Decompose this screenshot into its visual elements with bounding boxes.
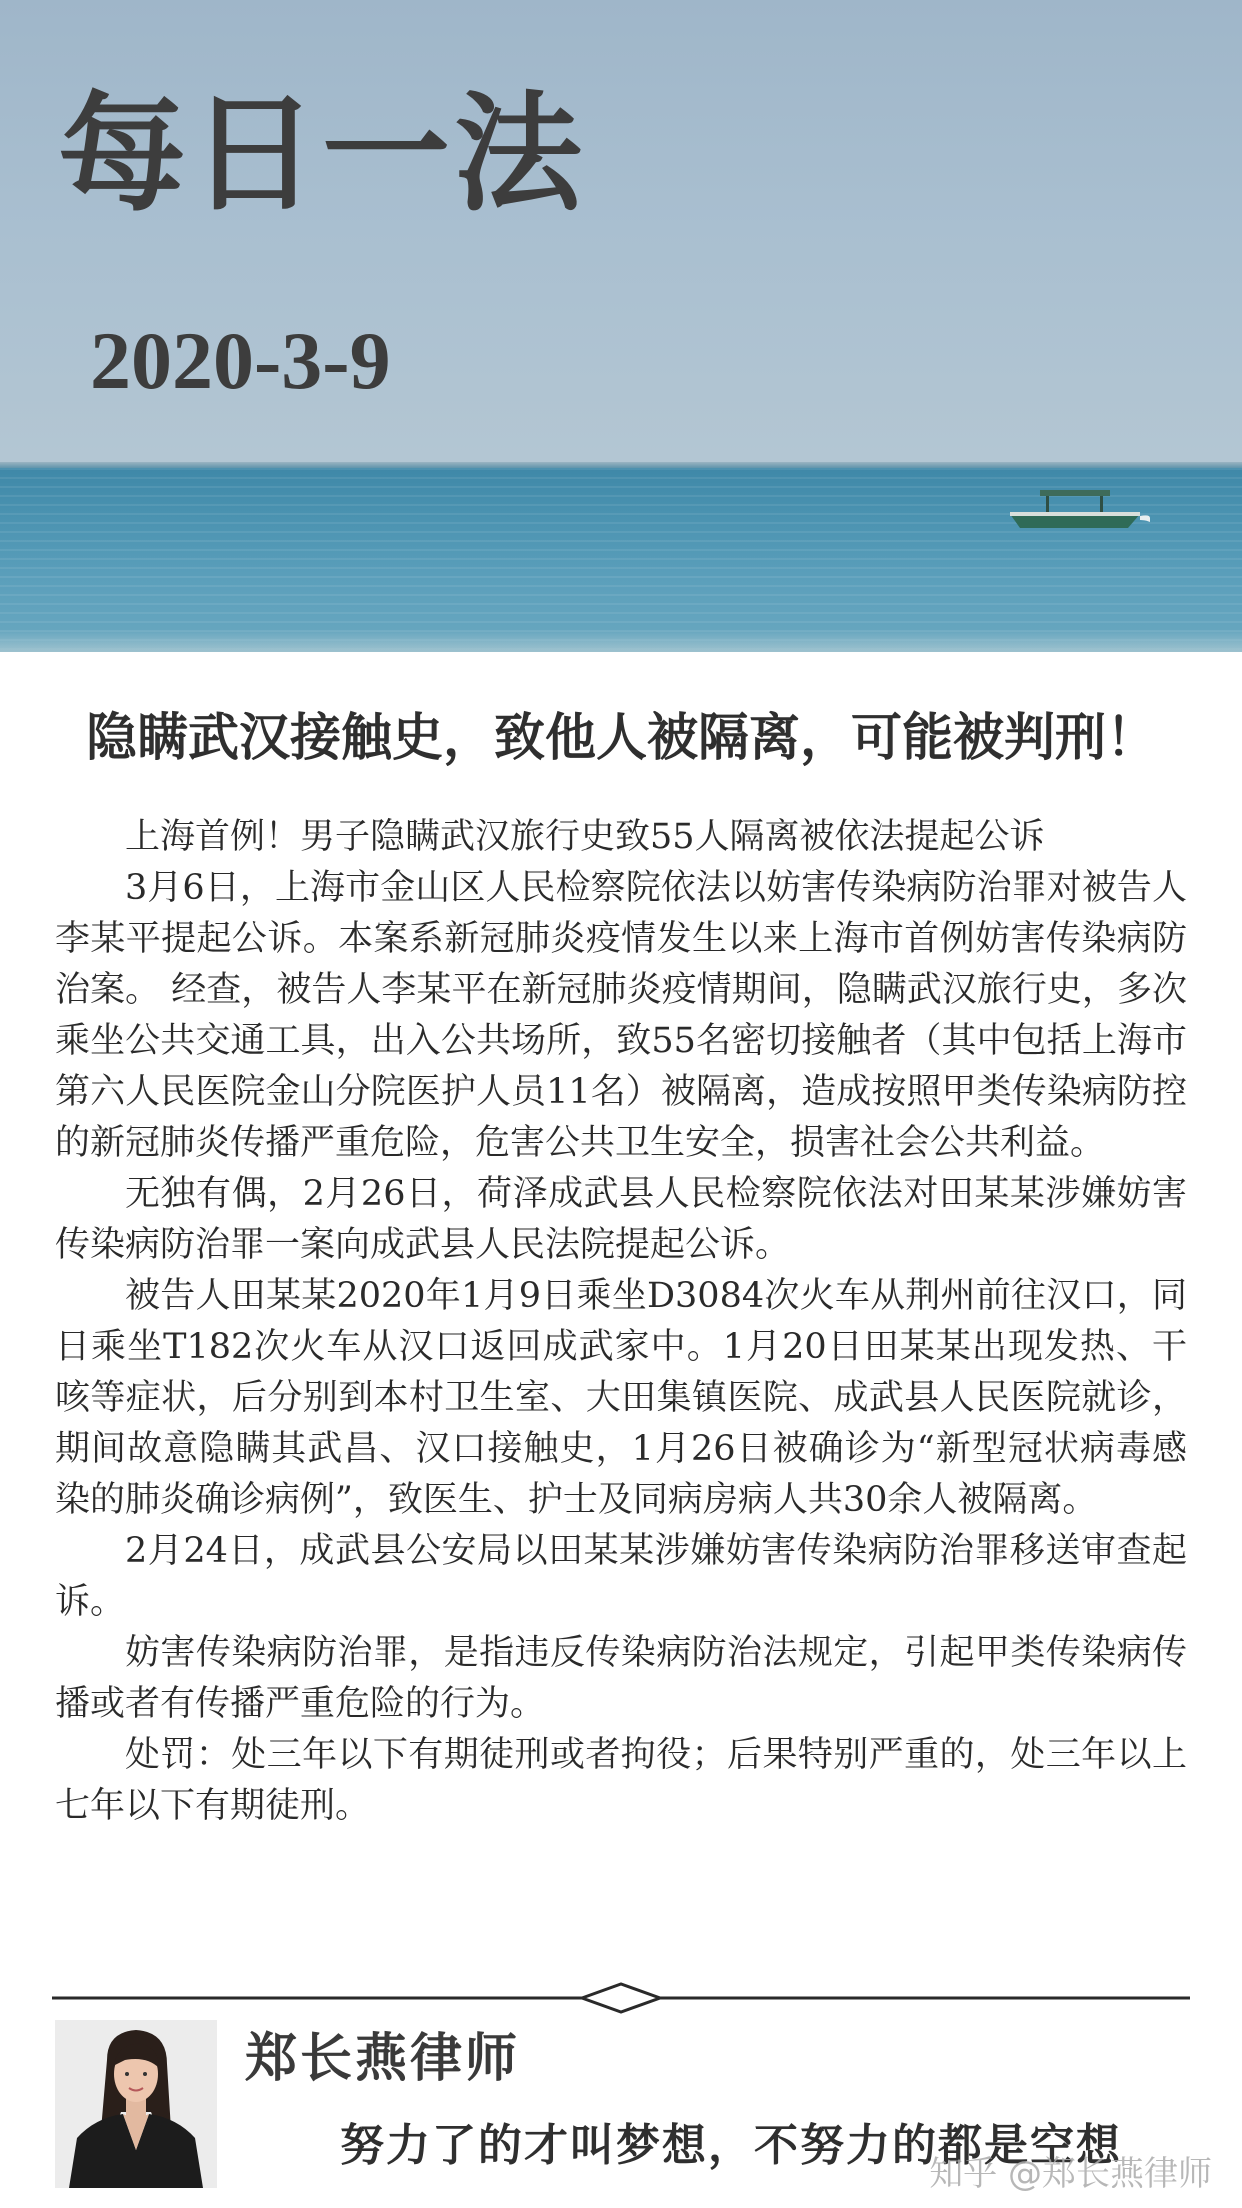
person-portrait-icon xyxy=(55,2020,217,2188)
boat-icon xyxy=(1000,484,1150,534)
author-name: 郑长燕律师 xyxy=(245,2028,521,2089)
author-avatar xyxy=(55,2020,217,2188)
article-paragraph: 处罚：处三年以下有期徒刑或者拘役；后果特别严重的，处三年以上七年以下有期徒刑。 xyxy=(55,1735,1187,1826)
shore-foam xyxy=(0,630,1242,652)
article-headline: 隐瞒武汉接触史，致他人被隔离，可能被判刑！ xyxy=(86,708,1158,768)
watermark: 知乎 @郑长燕律师 xyxy=(929,2154,1212,2194)
article-paragraph: 无独有偶，2月26日，荷泽成武县人民检察院依法对田某某涉嫌妨害传染病防治罪一案向成武县人民法院提起公诉。 xyxy=(55,1174,1187,1265)
article-paragraph: 被告人田某某2020年1月9日乘坐D3084次火车从荆州前往汉口，同日乘坐T182次火车从汉口返回成武家中。1月20日田某某出现发热、干咳等症状，后分别到本村卫生室、大田集镇医院、成武县人民医院就诊，期间故意隐瞒其武昌、汉口接触史，1月26日被确诊为“新型冠状病毒感染的肺炎确诊病例”，致医生、护士及同病房病人共30余人被隔离。 xyxy=(55,1276,1187,1520)
article-body xyxy=(55,812,1187,1832)
article-paragraph: 2月24日，成武县公安局以田某某涉嫌妨害传染病防治罪移送审查起诉。 xyxy=(55,1531,1187,1622)
article-paragraph: 上海首例！男子隐瞒武汉旅行史致55人隔离被依法提起公诉 xyxy=(125,817,1045,857)
header-image xyxy=(0,0,1242,652)
article-paragraph: 3月6日，上海市金山区人民检察院依法以妨害传染病防治罪对被告人李某平提起公诉。本案系新冠肺炎疫情发生以来上海市首例妨害传染病防治案。 经查，被告人李某平在新冠肺炎疫情期间，隐瞒武汉旅行史，多次乘坐公共交通工具，出入公共场所，致55名密切接触者（其中包括上海市第六人民医院金山分院医护人员11名）被隔离，造成按照甲类传染病防控的新冠肺炎传播严重危险，危害公共卫生安全，损害社会公共利益。 xyxy=(55,868,1187,1163)
article-paragraph: 妨害传染病防治罪，是指违反传染病防治法规定，引起甲类传染病传播或者有传播严重危险的行为。 xyxy=(55,1633,1187,1724)
header-date: 2020-3-9 xyxy=(90,315,391,406)
diamond-divider xyxy=(52,1978,1190,2018)
header-title: 每日一法 xyxy=(58,79,587,229)
author-motto: 努力了的才叫梦想，不努力的都是空想 xyxy=(340,2120,1122,2171)
